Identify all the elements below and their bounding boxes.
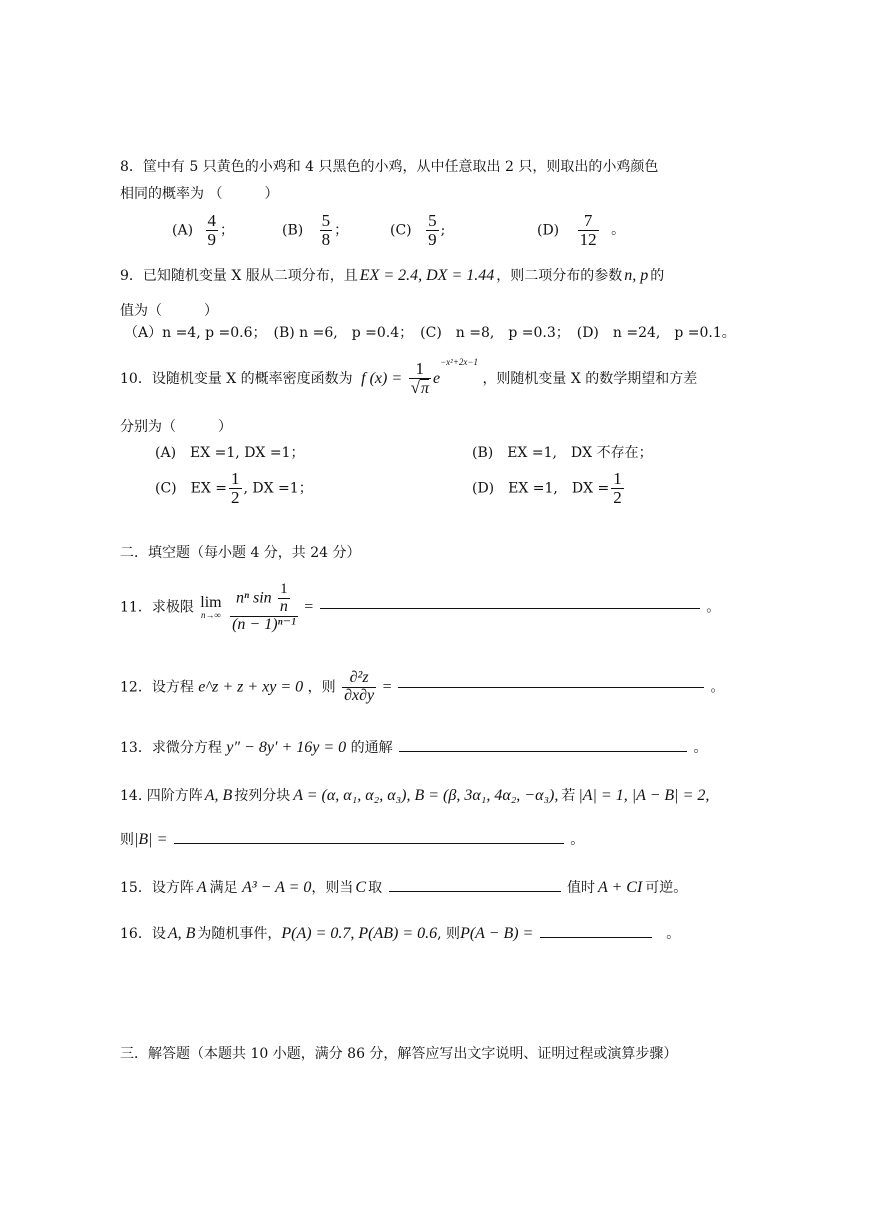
q8-option-c: (C) $\frac{5}{9}$ ; [390, 211, 446, 249]
q10-option-b: (B) EX =1, DX 不存在； [472, 445, 653, 461]
q14-line2: 则|B| = 。 [120, 831, 585, 848]
q10-option-c: (C) EX = $\frac{1}{2}$ , DX =1； [155, 469, 313, 507]
q10-option-a: (A) EX =1, DX =1； [155, 445, 305, 461]
section-2-title: 二．填空题（每小题 4 分，共 24 分） [120, 545, 361, 561]
q8-option-a: (A) $\frac{4}{9}$ ； [172, 211, 234, 249]
q10-option-d: (D) EX =1, DX = $\frac{1}{2}$ [472, 469, 622, 507]
q9-line2: 值为（ ） [120, 303, 218, 319]
q11: 11．求极限 lim n→∞ nⁿ sin $\frac{1}{n}$ (n − 1)ⁿ⁻¹ = 。 [120, 581, 721, 633]
q8-line2: 相同的概率为 （ ） [120, 186, 279, 202]
q10-line2: 分别为（ ） [120, 419, 232, 435]
q10-line1: 10．设随机变量 X 的概率密度函数为 f (x) = $\frac{1}{√\pi}$ $e^{-x^2+2x-1}$ ，则随机变量 X 的数学期望和方差 [120, 357, 698, 398]
section-3-title: 三．解答题（本题共 10 小题，满分 86 分，解答应写出文字说明、证明过程或演算步骤） [120, 1046, 678, 1062]
q8-option-d: (D) $\frac{7}{12}$ 。 [537, 211, 626, 249]
q14-answer-blank[interactable] [174, 842, 564, 844]
q15: 15．设方阵 A 满足 A³ − A = 0，则当 C 取 值时 A + CI 可逆。 [120, 879, 688, 896]
q9-options: （A）n =4, p =0.6； (B) n =6, p =0.4； (C) n =8, p =0.3； (D) n =24, p =0.1。 [124, 325, 736, 341]
q12: 12．设方程 e^z + z + xy = 0 ，则 $\frac{\text{∂²z}}{\partial x\partial y}$ = 。 [120, 669, 725, 704]
q9-line1: 9．已知随机变量 X 服从二项分布，且 EX = 2.4, DX = 1.44 ，则二项分布的参数 n, p 的 [120, 267, 665, 284]
q15-answer-blank[interactable] [389, 890, 561, 892]
q16-answer-blank[interactable] [540, 936, 652, 938]
q13-answer-blank[interactable] [399, 750, 687, 752]
q13: 13．求微分方程 y″ − 8y′ + 16y = 0 的通解 。 [120, 739, 708, 756]
q16: 16．设 A, B 为随机事件，P(A) = 0.7, P(AB) = 0.6, 则P(A − B) = 。 [120, 925, 681, 942]
q12-answer-blank[interactable] [398, 686, 704, 688]
q14-line1: 14. 四阶方阵 A, B 按列分块 A = (α, α₁, α₂, α₃), B = (β, 3α₁, 4α₂, −α₃), 若 |A| = 1, |A − B| = 2, [120, 787, 710, 804]
q11-answer-blank[interactable] [320, 607, 700, 609]
q8-option-b: (B) $\frac{5}{8}$ ； [282, 211, 349, 249]
q8-line1: 8．筐中有 5 只黄色的小鸡和 4 只黑色的小鸡，从中任意取出 2 只，则取出的小鸡颜色 [120, 159, 659, 175]
